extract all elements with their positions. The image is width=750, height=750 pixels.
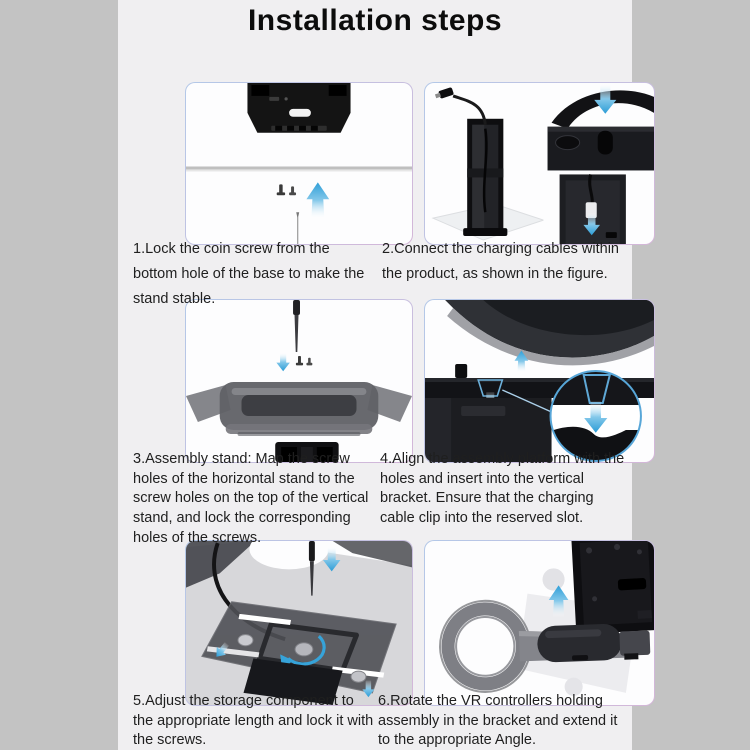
page-title: Installation steps (247, 4, 503, 37)
stand-base-bottom-view (247, 83, 350, 133)
step-1-drawing (186, 83, 412, 244)
step-5-caption: 5.Adjust the storage component to the appropriate length and lock it with the screws. (133, 693, 374, 749)
step-3-drawing (186, 300, 412, 462)
holder-ring (447, 608, 524, 685)
horizontal-stand (186, 382, 412, 436)
step-2-drawing (425, 83, 654, 244)
stand-column-with-cable (433, 87, 543, 240)
step-3-illustration (185, 299, 413, 463)
step-4-drawing (425, 300, 654, 462)
step-4-caption: 4.Align the assembly platform with the holes and insert into the vertical bracket. Ensure that the charging cable clip into the reserved slot. (380, 451, 625, 527)
step-2-illustration (424, 82, 655, 245)
center-screw (295, 643, 313, 656)
step-6-drawing (425, 541, 654, 705)
step-6-illustration (424, 540, 655, 706)
headset-cradle (425, 300, 654, 365)
step-6-caption: 6.Rotate the VR controllers holding assembly in the bracket and extend it to the appropriate Angle. (378, 693, 618, 749)
zoom-detail-circle (551, 371, 641, 462)
step-1-illustration (185, 82, 413, 245)
usb-c-port (289, 109, 311, 117)
closeup-cable-connector (560, 174, 626, 244)
up-arrow-icon (306, 182, 329, 218)
coin-screw-icon (277, 184, 296, 195)
cable-slot (598, 131, 613, 155)
vertical-bracket (571, 541, 654, 634)
down-arrow-icon (276, 353, 290, 372)
cable-plug (434, 87, 454, 100)
step-3-caption: 3.Assembly stand: Map the screw holes of the horizontal stand to the screw holes on the top of the vertical stand, and lock the corresponding holes of the screws. (133, 451, 369, 546)
step-2-caption: 2.Connect the charging cables within the product, as shown in the figure. (382, 241, 619, 282)
screw (238, 635, 253, 646)
screw (351, 671, 366, 682)
step-1-caption: 1.Lock the coin screw from the bottom hole of the base to make the stand stable. (133, 241, 365, 307)
coin-screw-icon (296, 356, 312, 365)
step-4-illustration (424, 299, 655, 463)
step-5-illustration (185, 540, 413, 706)
content-area (118, 0, 632, 750)
closeup-top-hook (548, 84, 654, 170)
step-5-drawing (186, 541, 412, 705)
table-edge-line (186, 166, 412, 171)
